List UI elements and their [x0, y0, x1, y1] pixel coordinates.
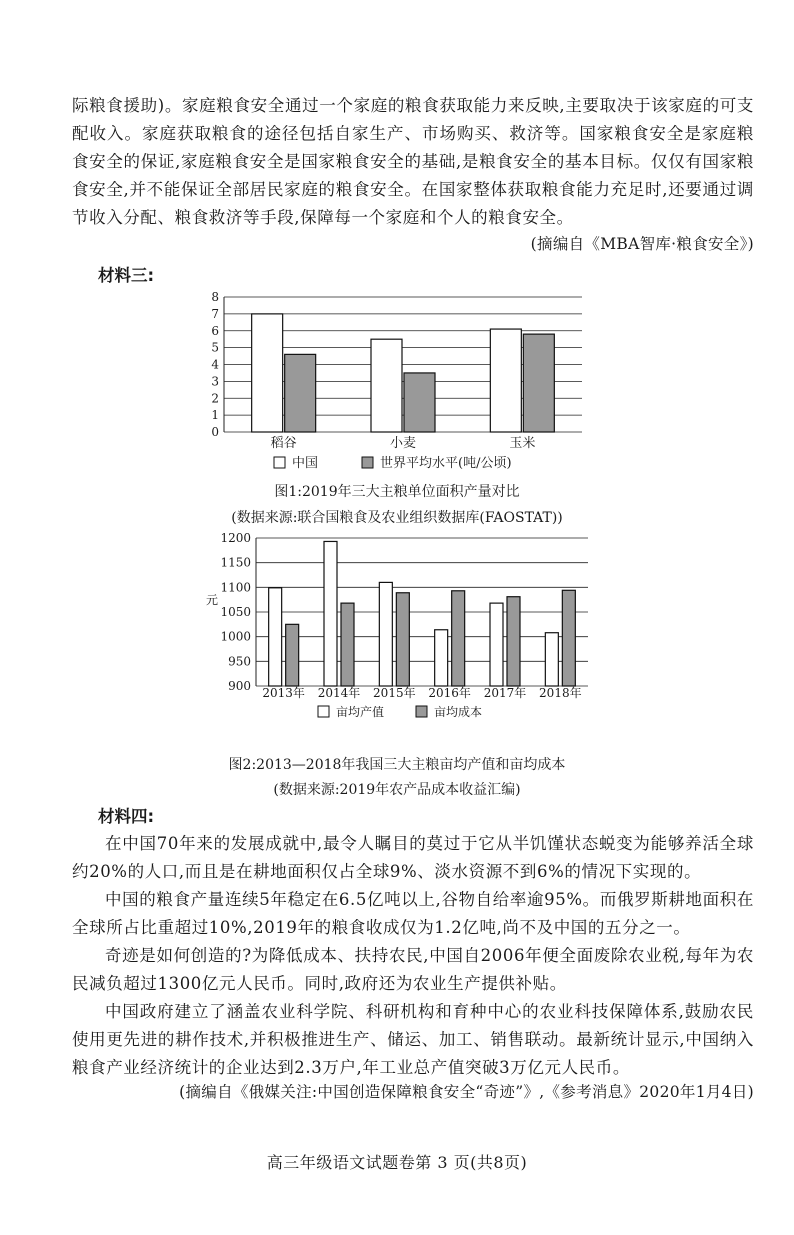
legend-swatch: [318, 706, 329, 717]
bar-secondary: [396, 593, 409, 686]
bar-primary: [371, 339, 402, 432]
intro-paragraph: 际粮食援助)。家庭粮食安全通过一个家庭的粮食获取能力来反映,主要取决于该家庭的可支配收入。家庭获取粮食的途径包括自家生产、市场购买、救济等。国家粮食安全是家庭粮食安全的保证,家庭粮食安全是国家粮食安全的基础,是粮食安全的基本目标。仅仅有国家粮食安全,并不能保证全部居民家庭的粮食安全。在国家整体获取粮食能力充足时,还要通过调节收入分配、粮食救济等手段,保障每一个家庭和个人的粮食安全。: [72, 96, 754, 227]
bar-primary: [435, 630, 448, 686]
material4-heading: 材料四:: [98, 807, 155, 826]
x-category-label: 2013年: [262, 686, 305, 700]
y-tick-label: 8: [211, 290, 219, 304]
bar-secondary: [285, 354, 316, 432]
bar-primary: [269, 588, 282, 686]
material3-heading: 材料三:: [98, 266, 155, 285]
y-tick-label: 950: [228, 654, 251, 669]
legend-label: 亩均产值: [336, 705, 385, 719]
bar-secondary: [341, 603, 354, 686]
bar-secondary: [562, 590, 575, 686]
y-tick-label: 0: [211, 425, 219, 439]
bar-primary: [490, 603, 503, 686]
bar-primary: [490, 329, 521, 432]
x-category-label: 2018年: [539, 686, 582, 700]
y-tick-label: 1100: [220, 580, 251, 595]
legend-swatch: [362, 457, 373, 468]
legend-label: 中国: [292, 456, 319, 471]
bar-primary: [379, 582, 392, 686]
legend-label: 世界平均水平(吨/公顷): [380, 456, 512, 471]
fig1-caption: 图1:2019年三大主粮单位面积产量对比: [274, 484, 520, 500]
bar-secondary: [404, 373, 435, 432]
x-category-label: 稻谷: [270, 436, 297, 451]
fig2-caption: 图2:2013—2018年我国三大主粮亩均产值和亩均成本: [228, 757, 566, 773]
x-category-label: 玉米: [509, 436, 536, 451]
y-tick-label: 1: [211, 408, 219, 423]
y-tick-label: 1050: [220, 605, 251, 619]
y-axis-label: 元: [205, 593, 219, 607]
legend-swatch: [416, 706, 427, 717]
material4-paragraph-3: 奇迹是如何创造的?为降低成本、扶持农民,中国自2006年便全面废除农业税,每年为农民减负超过1300亿元人民币。同时,政府还为农业生产提供补贴。: [72, 946, 754, 993]
chart-yield-comparison: [190, 288, 600, 478]
y-tick-label: 5: [211, 340, 219, 355]
y-tick-label: 2: [211, 391, 219, 406]
intro-source: (摘编自《MBA智库·粮食安全》): [530, 235, 754, 253]
bar-secondary: [286, 624, 299, 686]
bar-secondary: [523, 334, 554, 432]
y-tick-label: 7: [211, 306, 219, 321]
material4-source: (摘编自《俄媒关注:中国创造保障粮食安全“奇迹”》,《参考消息》2020年1月4日): [179, 1083, 754, 1101]
material4-paragraph-4: 中国政府建立了涵盖农业科学院、科研机构和育种中心的农业科技保障体系,鼓励农民使用更先进的耕作技术,并积极推进生产、储运、加工、销售联动。最新统计显示,中国纳入粮食产业经济统计的企业达到2.3万户,年工业总产值突破3万亿元人民币。: [72, 1002, 754, 1077]
material4-paragraph-2: 中国的粮食产量连续5年稳定在6.5亿吨以上,谷物自给率逾95%。而俄罗斯耕地面积在全球所占比重超过10%,2019年的粮食收成仅为1.2亿吨,尚不及中国的五分之一。: [72, 890, 754, 937]
chart-output-cost: [196, 528, 606, 726]
y-tick-label: 1000: [220, 629, 251, 644]
bar-primary: [252, 314, 283, 432]
bar-secondary: [452, 591, 465, 686]
x-category-label: 2014年: [317, 686, 361, 700]
fig1-source: (数据来源:联合国粮食及农业组织数据库(FAOSTAT)): [231, 510, 563, 526]
y-tick-label: 900: [228, 679, 251, 693]
x-category-label: 2016年: [428, 686, 471, 700]
bar-primary: [324, 541, 337, 686]
x-category-label: 小麦: [389, 436, 417, 451]
x-category-label: 2017年: [483, 686, 527, 700]
material4-paragraph-1: 在中国70年来的发展成就中,最令人瞩目的莫过于它从半饥馑状态蜕变为能够养活全球约20%的人口,而且是在耕地面积仅占全球9%、淡水资源不到6%的情况下实现的。: [72, 834, 754, 881]
x-category-label: 2015年: [373, 686, 416, 700]
bar-primary: [545, 633, 558, 686]
bar-secondary: [507, 597, 520, 686]
legend-label: 亩均成本: [434, 705, 483, 719]
y-tick-label: 1150: [220, 555, 251, 570]
fig2-source: (数据来源:2019年农产品成本收益汇编): [273, 782, 521, 798]
page-footer: 高三年级语文试题卷第 3 页(共8页): [266, 1153, 528, 1172]
y-tick-label: 4: [211, 357, 219, 372]
y-tick-label: 6: [211, 323, 219, 338]
y-tick-label: 3: [211, 374, 219, 389]
y-tick-label: 1200: [220, 531, 251, 545]
legend-swatch: [274, 457, 285, 468]
